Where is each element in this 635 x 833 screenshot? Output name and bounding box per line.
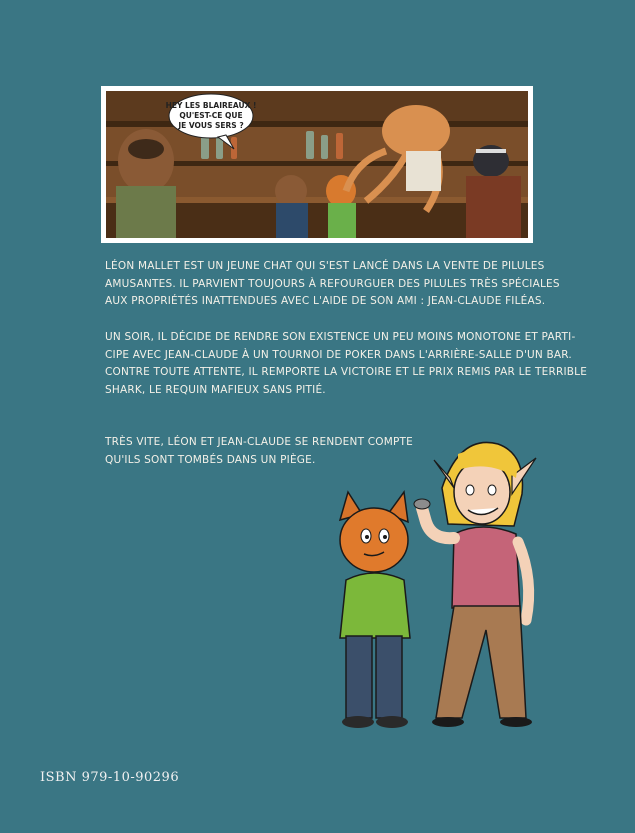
speech-bubble-line-3: JE VOUS SERS ? xyxy=(178,121,244,130)
blurb-line: CIPE AVEC JEAN-CLAUDE À UN TOURNOI DE POKER DANS L'ARRIÈRE-SALLE D'UN BAR. xyxy=(105,348,572,361)
blurb-paragraph-2 xyxy=(105,329,588,399)
cat-character xyxy=(340,492,410,728)
blurb-line: QU'ILS SONT TOMBÉS DANS UN PIÈGE. xyxy=(105,453,316,466)
blurb-line: AUX PROPRIÉTÉS INATTENDUES AVEC L'AIDE DE SON AMI : JEAN-CLAUDE FILÉAS. xyxy=(105,295,546,307)
speech-bubble-line-1: HEY LES BLAIREAUX ! xyxy=(165,101,257,110)
isbn: ISBN 979-10-90296 xyxy=(40,770,180,785)
speech-bubble-line-2: QU'EST-CE QUE xyxy=(179,111,243,120)
blurb-line: LÉON MALLET EST UN JEUNE CHAT QUI S'EST LANCÉ DANS LA VENTE DE PILULES xyxy=(105,260,545,272)
blurb-line: SHARK, LE REQUIN MAFIEUX SANS PITIÉ. xyxy=(105,383,326,396)
blurb-line: CONTRE TOUTE ATTENTE, IL REMPORTE LA VICTOIRE ET LE PRIX REMIS PAR LE TERRIBLE xyxy=(105,366,588,378)
blurb-paragraph-1 xyxy=(105,258,560,311)
comic-panel xyxy=(101,86,533,243)
characters-illustration xyxy=(330,430,570,734)
blurb-line: TRÈS VITE, LÉON ET JEAN-CLAUDE SE RENDENT COMPTE xyxy=(105,436,413,448)
blurb-line: AMUSANTES. IL PARVIENT TOUJOURS À REFOURGUER DES PILULES TRÈS SPÉCIALES xyxy=(105,277,560,290)
blonde-woman-character xyxy=(414,442,536,727)
comic-panel-illustration xyxy=(106,91,528,238)
blurb-line: UN SOIR, IL DÉCIDE DE RENDRE SON EXISTENCE UN PEU MOINS MONOTONE ET PARTI- xyxy=(105,331,576,343)
